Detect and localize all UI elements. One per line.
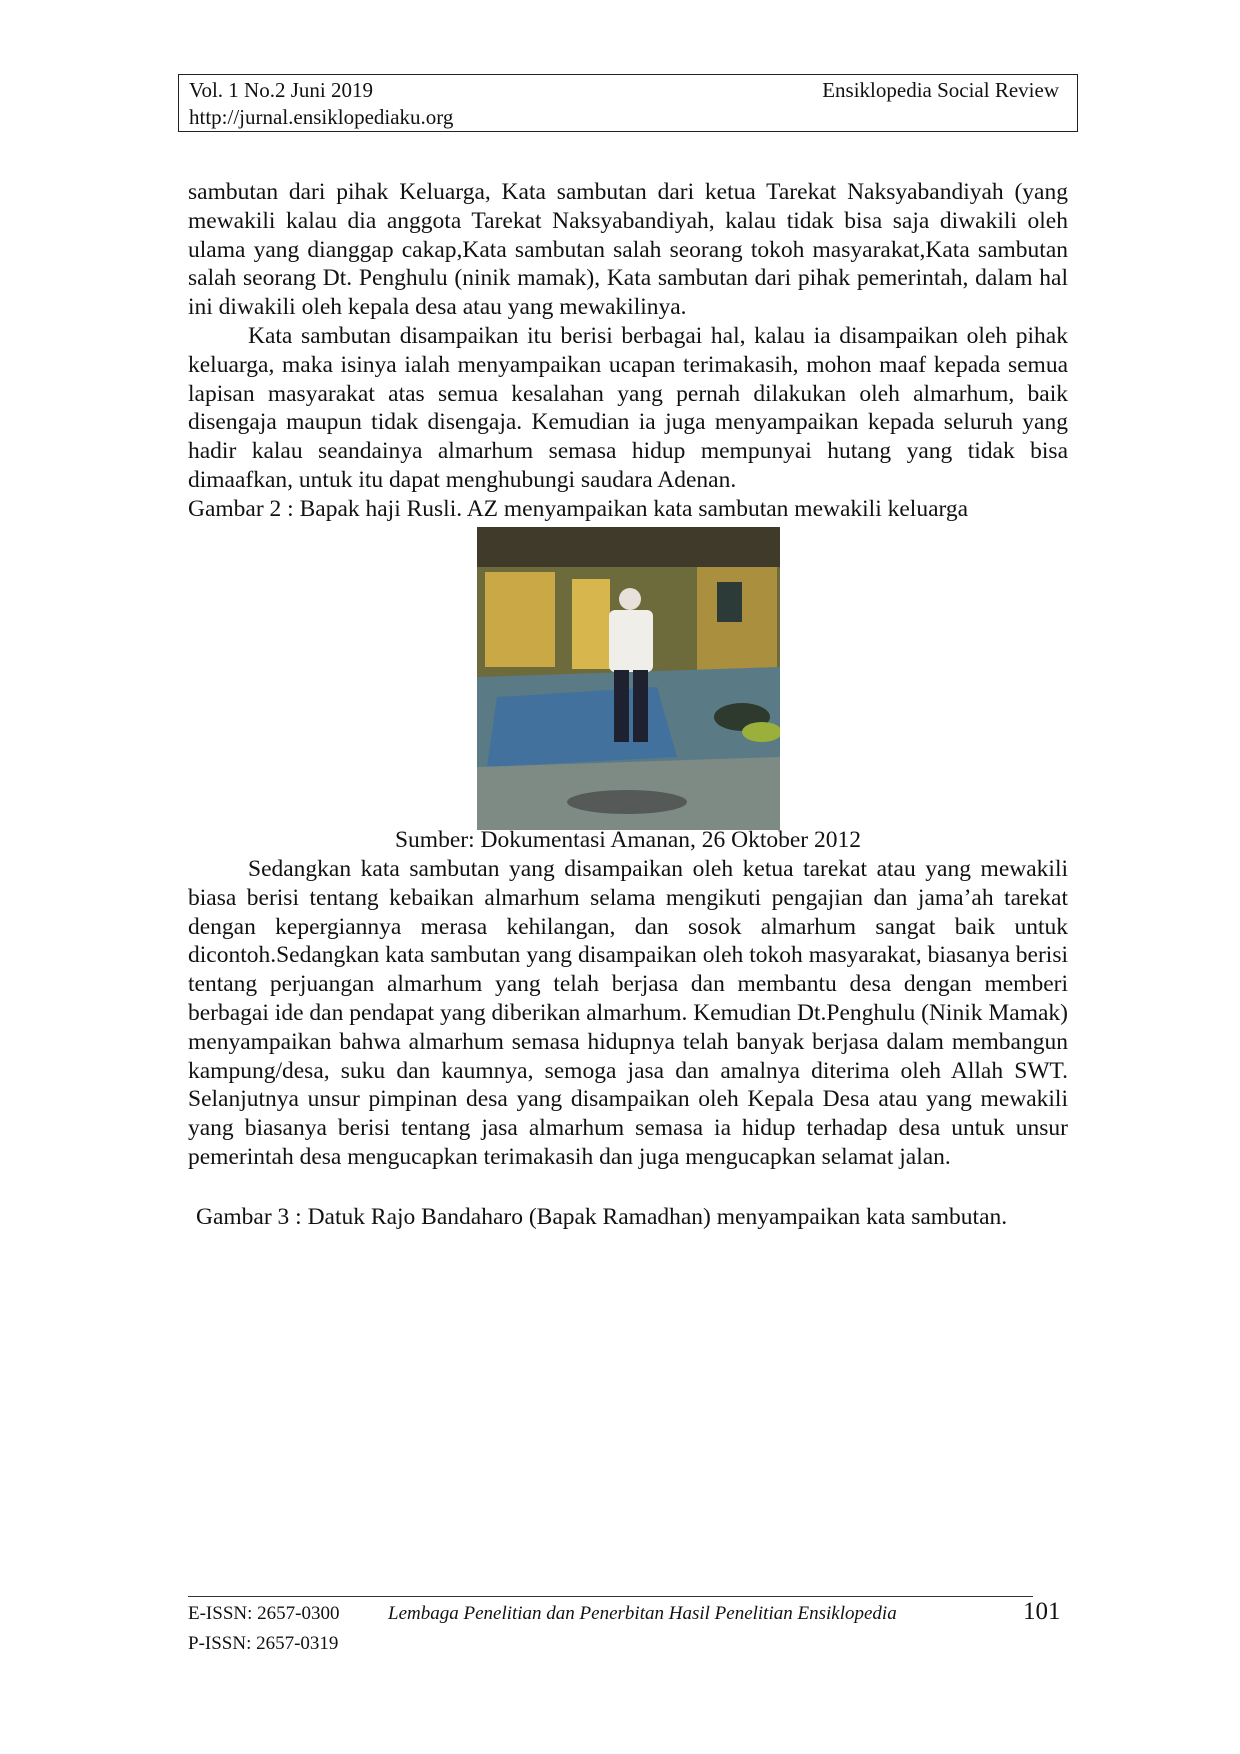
publisher-label: Lembaga Penelitian dan Penerbitan Hasil Penelitian Ensiklopedia — [388, 1603, 897, 1624]
photo-ceiling — [477, 527, 780, 567]
body-text-top — [188, 178, 1068, 524]
photo-speaker-leg-right — [633, 670, 648, 742]
photo-sandals — [567, 790, 687, 814]
figure-3-caption: Gambar 3 : Datuk Rajo Bandaharo (Bapak Ramadhan) menyampaikan kata sambutan. — [196, 1204, 1008, 1230]
photo-carpet — [487, 687, 677, 767]
paragraph-2: Kata sambutan disampaikan itu berisi berbagai hal, kalau ia disampaikan oleh pihak keluarga, maka isinya ialah menyampaikan ucapan terimakasih, mohon maaf kepada semua lapisan masyarakat atas semua kesalahan yang pernah dilakukan oleh almarhum, baik disengaja maupun tidak disengaja. Kemudian ia juga menyampaikan kepada seluruh yang hadir kalau seandainya almarhum semasa hidup mempunyai hutang yang tidak bisa dimaafkan, untuk itu dapat menghubungi saudara Adenan. — [188, 322, 1068, 493]
photo-doorway — [572, 579, 610, 669]
photo-speaker-shirt — [609, 610, 653, 672]
journal-name: Ensiklopedia Social Review — [822, 78, 1059, 102]
footer-divider — [188, 1596, 1033, 1597]
photo-speaker-cap — [619, 588, 641, 610]
figure-2-source: Sumber: Dokumentasi Amanan, 26 Oktober 2012 — [394, 827, 862, 853]
eissn-label: E-ISSN: 2657-0300 — [188, 1603, 340, 1624]
journal-url[interactable]: http://jurnal.ensiklopediaku.org — [189, 105, 454, 129]
volume-label: Vol. 1 No.2 Juni 2019 — [189, 78, 373, 102]
body-text-bottom — [188, 855, 1068, 1172]
figure-2-caption: Gambar 2 : Bapak haji Rusli. AZ menyampaikan kata sambutan mewakili keluarga — [188, 495, 969, 522]
page-number: 101 — [1023, 1598, 1061, 1625]
pissn-label: P-ISSN: 2657-0319 — [188, 1633, 339, 1654]
paragraph-3: Sedangkan kata sambutan yang disampaikan oleh ketua tarekat atau yang mewakili biasa berisi tentang kebaikan almarhum selama mengikuti pengajian dan jama’ah tarekat dengan kepergiannya merasa kehilangan, dan sosok almarhum sangat baik untuk dicontoh.Sedangkan kata sambutan yang disampaikan oleh tokoh masyarakat, biasanya berisi tentang perjuangan almarhum yang telah berjasa dan membantu desa dengan memberi berbagai ide dan pendapat yang diberikan almarhum. Kemudian Dt.Penghulu (Ninik Mamak) menyampaikan bahwa almarhum semasa hidupnya telah banyak berjasa dalam membangun kampung/desa, suku dan kaumnya, semoga jasa dan amalnya diterima oleh Allah SWT. Selanjutnya unsur pimpinan desa yang disampaikan oleh Kepala Desa atau yang mewakili yang biasanya berisi tentang jasa almarhum semasa ia hidup terhadap desa untuk unsur pemerintah desa mengucapkan terimakasih dan juga mengucapkan selamat jalan. — [188, 856, 1068, 1170]
photo-illustration — [477, 527, 780, 830]
paragraph-1: sambutan dari pihak Keluarga, Kata sambutan dari ketua Tarekat Naksyabandiyah (yang mewakili kalau dia anggota Tarekat Naksyabandiyah, kalau tidak bisa saja diwakili oleh ulama yang dianggap cakap,Kata sambutan salah seorang tokoh masyarakat,Kata sambutan salah seorang Dt. Penghulu (ninik mamak), Kata sambutan dari pihak pemerintah, dalam hal ini diwakili oleh kepala desa atau yang mewakilinya. — [188, 179, 1068, 321]
photo-speaker-leg-left — [614, 670, 629, 742]
page-header — [178, 74, 1078, 132]
photo-window — [717, 582, 742, 622]
figure-2-photo — [477, 527, 780, 830]
photo-pillar-left — [485, 572, 555, 667]
